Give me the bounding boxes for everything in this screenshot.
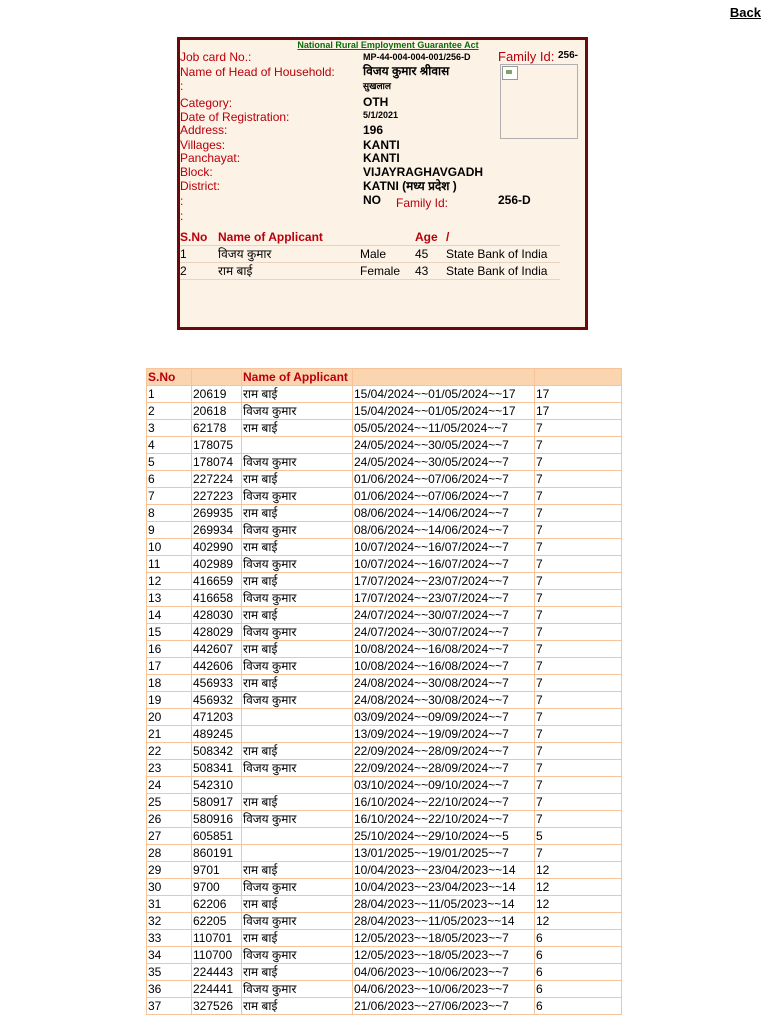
header-blank xyxy=(192,369,242,386)
bpl-label: : xyxy=(180,194,184,208)
cell-demand-id: 456933 xyxy=(192,675,242,692)
cell-applicant-name: राम बाई xyxy=(242,862,353,879)
cell-demand-id: 178075 xyxy=(192,437,242,454)
cell-period: 08/06/2024~~14/06/2024~~7 xyxy=(353,505,535,522)
applicants-header-sno: S.No xyxy=(180,230,208,244)
cell-applicant-name: राम बाई xyxy=(242,896,353,913)
cell-period: 10/08/2024~~16/08/2024~~7 xyxy=(353,641,535,658)
category-label: Category: xyxy=(180,96,233,110)
cell-period: 03/10/2024~~09/10/2024~~7 xyxy=(353,777,535,794)
cell-sno: 3 xyxy=(147,420,192,437)
cell-sno: 10 xyxy=(147,539,192,556)
table-row xyxy=(147,556,622,573)
applicant-sno: 1 xyxy=(180,247,187,261)
cell-demand-id: 402990 xyxy=(192,539,242,556)
cell-days: 6 xyxy=(535,964,622,981)
cell-sno: 26 xyxy=(147,811,192,828)
cell-days: 5 xyxy=(535,828,622,845)
table-row xyxy=(147,692,622,709)
cell-applicant-name: विजय कुमार xyxy=(242,590,353,607)
head-of-household-value: विजय कुमार श्रीवास xyxy=(363,64,450,78)
cell-sno: 33 xyxy=(147,930,192,947)
cell-applicant-name: विजय कुमार xyxy=(242,913,353,930)
cell-applicant-name: विजय कुमार xyxy=(242,488,353,505)
cell-period: 05/05/2024~~11/05/2024~~7 xyxy=(353,420,535,437)
cell-period: 22/09/2024~~28/09/2024~~7 xyxy=(353,743,535,760)
cell-demand-id: 327526 xyxy=(192,998,242,1015)
cell-applicant-name: राम बाई xyxy=(242,471,353,488)
family-id-value: 256- xyxy=(558,50,579,61)
cell-applicant-name: राम बाई xyxy=(242,675,353,692)
cell-period: 04/06/2023~~10/06/2023~~7 xyxy=(353,964,535,981)
registration-date-label: Date of Registration: xyxy=(180,110,290,124)
cell-sno: 12 xyxy=(147,573,192,590)
cell-period: 24/07/2024~~30/07/2024~~7 xyxy=(353,624,535,641)
cell-applicant-name: विजय कुमार xyxy=(242,454,353,471)
cell-demand-id: 110700 xyxy=(192,947,242,964)
address-label: Address: xyxy=(180,123,228,137)
cell-days: 7 xyxy=(535,760,622,777)
cell-demand-id: 110701 xyxy=(192,930,242,947)
applicant-row xyxy=(180,246,558,263)
cell-sno: 25 xyxy=(147,794,192,811)
applicant-age: 43 xyxy=(415,264,429,278)
cell-days: 7 xyxy=(535,658,622,675)
cell-applicant-name: विजय कुमार xyxy=(242,556,353,573)
table-row xyxy=(147,709,622,726)
cell-period: 10/07/2024~~16/07/2024~~7 xyxy=(353,539,535,556)
panchayat-value: KANTI xyxy=(363,151,400,165)
cell-applicant-name xyxy=(242,726,353,743)
cell-period: 12/05/2023~~18/05/2023~~7 xyxy=(353,930,535,947)
cell-demand-id: 20619 xyxy=(192,386,242,403)
cell-days: 7 xyxy=(535,505,622,522)
table-row xyxy=(147,505,622,522)
cell-period: 24/05/2024~~30/05/2024~~7 xyxy=(353,454,535,471)
cell-sno: 9 xyxy=(147,522,192,539)
table-header-row xyxy=(147,369,622,386)
cell-demand-id: 580917 xyxy=(192,794,242,811)
cell-sno: 29 xyxy=(147,862,192,879)
cell-demand-id: 62206 xyxy=(192,896,242,913)
cell-sno: 37 xyxy=(147,998,192,1015)
table-row xyxy=(147,896,622,913)
cell-applicant-name: राम बाई xyxy=(242,794,353,811)
cell-applicant-name: विजय कुमार xyxy=(242,522,353,539)
panchayat-label: Panchayat: xyxy=(180,151,241,165)
cell-sno: 23 xyxy=(147,760,192,777)
bpl-value: NO xyxy=(363,193,381,207)
applicant-gender: Female xyxy=(360,264,401,278)
cell-sno: 30 xyxy=(147,879,192,896)
cell-demand-id: 227223 xyxy=(192,488,242,505)
cell-days: 7 xyxy=(535,539,622,556)
table-row xyxy=(147,607,622,624)
cell-sno: 18 xyxy=(147,675,192,692)
job-card-label: Job card No.: xyxy=(180,50,252,64)
table-row xyxy=(147,879,622,896)
cell-applicant-name xyxy=(242,777,353,794)
cell-days: 6 xyxy=(535,981,622,998)
table-row xyxy=(147,811,622,828)
cell-demand-id: 269935 xyxy=(192,505,242,522)
cell-demand-id: 269934 xyxy=(192,522,242,539)
family-id-inline-label: Family Id: xyxy=(396,196,449,210)
cell-days: 7 xyxy=(535,726,622,743)
cell-days: 7 xyxy=(535,709,622,726)
cell-demand-id: 580916 xyxy=(192,811,242,828)
cell-days: 7 xyxy=(535,624,622,641)
table-row xyxy=(147,658,622,675)
block-label: Block: xyxy=(180,165,213,179)
head-of-household-label: Name of Head of Household: xyxy=(180,65,335,79)
father-name-value: सुखलाल xyxy=(363,81,391,91)
cell-period: 24/05/2024~~30/05/2024~~7 xyxy=(353,437,535,454)
cell-demand-id: 508341 xyxy=(192,760,242,777)
cell-sno: 16 xyxy=(147,641,192,658)
table-row xyxy=(147,437,622,454)
cell-days: 17 xyxy=(535,386,622,403)
villages-label: Villages: xyxy=(180,138,226,152)
cell-demand-id: 442607 xyxy=(192,641,242,658)
cell-days: 7 xyxy=(535,437,622,454)
applicant-name: राम बाई xyxy=(218,264,253,278)
table-row xyxy=(147,794,622,811)
cell-days: 7 xyxy=(535,590,622,607)
cell-demand-id: 416659 xyxy=(192,573,242,590)
cell-demand-id: 402989 xyxy=(192,556,242,573)
table-row xyxy=(147,641,622,658)
cell-days: 12 xyxy=(535,913,622,930)
cell-applicant-name: विजय कुमार xyxy=(242,981,353,998)
cell-period: 24/08/2024~~30/08/2024~~7 xyxy=(353,692,535,709)
table-row xyxy=(147,573,622,590)
table-row xyxy=(147,964,622,981)
cell-applicant-name: राम बाई xyxy=(242,505,353,522)
cell-demand-id: 471203 xyxy=(192,709,242,726)
category-value: OTH xyxy=(363,95,389,109)
cell-demand-id: 442606 xyxy=(192,658,242,675)
cell-applicant-name xyxy=(242,709,353,726)
villages-value: KANTI xyxy=(363,138,400,152)
cell-sno: 4 xyxy=(147,437,192,454)
block-value: VIJAYRAGHAVGADH xyxy=(363,165,484,179)
cell-applicant-name: विजय कुमार xyxy=(242,811,353,828)
cell-sno: 8 xyxy=(147,505,192,522)
cell-period: 01/06/2024~~07/06/2024~~7 xyxy=(353,471,535,488)
cell-period: 10/04/2023~~23/04/2023~~14 xyxy=(353,879,535,896)
applicants-header-row xyxy=(180,229,558,246)
table-row xyxy=(147,522,622,539)
cell-period: 16/10/2024~~22/10/2024~~7 xyxy=(353,811,535,828)
cell-sno: 14 xyxy=(147,607,192,624)
cell-period: 17/07/2024~~23/07/2024~~7 xyxy=(353,573,535,590)
table-row xyxy=(147,590,622,607)
header-blank xyxy=(535,369,622,386)
cell-days: 7 xyxy=(535,420,622,437)
broken-image-icon xyxy=(502,66,518,80)
cell-days: 7 xyxy=(535,607,622,624)
table-row xyxy=(147,828,622,845)
cell-days: 7 xyxy=(535,641,622,658)
cell-period: 28/04/2023~~11/05/2023~~14 xyxy=(353,913,535,930)
cell-demand-id: 860191 xyxy=(192,845,242,862)
family-id-label: Family Id: xyxy=(498,49,555,64)
work-demand-table xyxy=(146,368,622,1015)
table-row xyxy=(147,403,622,420)
cell-sno: 28 xyxy=(147,845,192,862)
table-row xyxy=(147,675,622,692)
cell-sno: 1 xyxy=(147,386,192,403)
cell-applicant-name: विजय कुमार xyxy=(242,947,353,964)
cell-sno: 21 xyxy=(147,726,192,743)
cell-period: 10/07/2024~~16/07/2024~~7 xyxy=(353,556,535,573)
applicants-header-age: Age xyxy=(415,230,438,244)
cell-days: 7 xyxy=(535,675,622,692)
cell-demand-id: 428029 xyxy=(192,624,242,641)
cell-applicant-name: राम बाई xyxy=(242,743,353,760)
cell-demand-id: 62205 xyxy=(192,913,242,930)
cell-days: 6 xyxy=(535,998,622,1015)
cell-applicant-name: राम बाई xyxy=(242,539,353,556)
cell-period: 13/09/2024~~19/09/2024~~7 xyxy=(353,726,535,743)
applicant-bank: State Bank of India xyxy=(446,247,548,261)
cell-applicant-name xyxy=(242,828,353,845)
cell-demand-id: 9700 xyxy=(192,879,242,896)
table-row xyxy=(147,386,622,403)
cell-demand-id: 20618 xyxy=(192,403,242,420)
cell-demand-id: 489245 xyxy=(192,726,242,743)
cell-days: 7 xyxy=(535,794,622,811)
table-row xyxy=(147,454,622,471)
cell-demand-id: 416658 xyxy=(192,590,242,607)
cell-period: 10/04/2023~~23/04/2023~~14 xyxy=(353,862,535,879)
cell-period: 12/05/2023~~18/05/2023~~7 xyxy=(353,947,535,964)
cell-period: 15/04/2024~~01/05/2024~~17 xyxy=(353,386,535,403)
district-value: KATNI (मध्य प्रदेश ) xyxy=(363,179,457,193)
cell-applicant-name xyxy=(242,437,353,454)
cell-days: 7 xyxy=(535,522,622,539)
cell-period: 04/06/2023~~10/06/2023~~7 xyxy=(353,981,535,998)
cell-demand-id: 178074 xyxy=(192,454,242,471)
cell-sno: 35 xyxy=(147,964,192,981)
table-row xyxy=(147,539,622,556)
table-row xyxy=(147,420,622,437)
cell-sno: 34 xyxy=(147,947,192,964)
registration-date-value: 5/1/2021 xyxy=(363,110,399,120)
cell-applicant-name: राम बाई xyxy=(242,573,353,590)
cell-applicant-name: विजय कुमार xyxy=(242,624,353,641)
header-blank xyxy=(353,369,535,386)
cell-period: 22/09/2024~~28/09/2024~~7 xyxy=(353,760,535,777)
table-row xyxy=(147,913,622,930)
cell-sno: 2 xyxy=(147,403,192,420)
cell-days: 7 xyxy=(535,573,622,590)
cell-demand-id: 428030 xyxy=(192,607,242,624)
table-row xyxy=(147,845,622,862)
header-sno: S.No xyxy=(147,369,192,386)
row-divider xyxy=(180,279,560,280)
applicant-sno: 2 xyxy=(180,264,187,278)
cell-days: 7 xyxy=(535,454,622,471)
cell-sno: 17 xyxy=(147,658,192,675)
cell-applicant-name: विजय कुमार xyxy=(242,879,353,896)
back-link[interactable]: Back xyxy=(729,5,761,20)
table-row xyxy=(147,743,622,760)
family-id-inline-value: 256-D xyxy=(498,193,531,207)
table-row xyxy=(147,947,622,964)
cell-days: 12 xyxy=(535,896,622,913)
cell-demand-id: 508342 xyxy=(192,743,242,760)
cell-applicant-name: विजय कुमार xyxy=(242,658,353,675)
applicant-age: 45 xyxy=(415,247,429,261)
cell-period: 17/07/2024~~23/07/2024~~7 xyxy=(353,590,535,607)
table-row xyxy=(147,760,622,777)
cell-applicant-name: राम बाई xyxy=(242,607,353,624)
header-name-of-applicant: Name of Applicant xyxy=(242,369,353,386)
cell-sno: 15 xyxy=(147,624,192,641)
cell-days: 7 xyxy=(535,471,622,488)
cell-period: 01/06/2024~~07/06/2024~~7 xyxy=(353,488,535,505)
cell-demand-id: 227224 xyxy=(192,471,242,488)
cell-days: 7 xyxy=(535,845,622,862)
applicant-gender: Male xyxy=(360,247,387,261)
cell-days: 17 xyxy=(535,403,622,420)
cell-days: 7 xyxy=(535,692,622,709)
cell-days: 6 xyxy=(535,947,622,964)
cell-applicant-name: विजय कुमार xyxy=(242,403,353,420)
cell-sno: 5 xyxy=(147,454,192,471)
cell-period: 21/06/2023~~27/06/2023~~7 xyxy=(353,998,535,1015)
cell-days: 7 xyxy=(535,488,622,505)
cell-sno: 31 xyxy=(147,896,192,913)
cell-sno: 24 xyxy=(147,777,192,794)
cell-applicant-name: विजय कुमार xyxy=(242,692,353,709)
cell-demand-id: 224443 xyxy=(192,964,242,981)
cell-period: 10/08/2024~~16/08/2024~~7 xyxy=(353,658,535,675)
cell-period: 24/08/2024~~30/08/2024~~7 xyxy=(353,675,535,692)
cell-period: 15/04/2024~~01/05/2024~~17 xyxy=(353,403,535,420)
cell-applicant-name: राम बाई xyxy=(242,998,353,1015)
table-row xyxy=(147,862,622,879)
table-row xyxy=(147,726,622,743)
applicants-header-name: Name of Applicant xyxy=(218,230,323,244)
cell-applicant-name: विजय कुमार xyxy=(242,760,353,777)
table-row xyxy=(147,471,622,488)
cell-demand-id: 9701 xyxy=(192,862,242,879)
job-card-panel xyxy=(177,37,588,330)
table-row xyxy=(147,981,622,998)
cell-sno: 11 xyxy=(147,556,192,573)
cell-demand-id: 605851 xyxy=(192,828,242,845)
cell-period: 08/06/2024~~14/06/2024~~7 xyxy=(353,522,535,539)
cell-period: 13/01/2025~~19/01/2025~~7 xyxy=(353,845,535,862)
extra-field-label: : xyxy=(180,209,184,223)
cell-days: 7 xyxy=(535,556,622,573)
table-row xyxy=(147,777,622,794)
cell-sno: 13 xyxy=(147,590,192,607)
cell-days: 7 xyxy=(535,777,622,794)
table-row xyxy=(147,624,622,641)
cell-sno: 6 xyxy=(147,471,192,488)
cell-sno: 20 xyxy=(147,709,192,726)
cell-days: 7 xyxy=(535,743,622,760)
cell-days: 12 xyxy=(535,879,622,896)
cell-demand-id: 456932 xyxy=(192,692,242,709)
cell-days: 12 xyxy=(535,862,622,879)
applicant-row xyxy=(180,263,558,280)
applicant-bank: State Bank of India xyxy=(446,264,548,278)
cell-period: 24/07/2024~~30/07/2024~~7 xyxy=(353,607,535,624)
cell-sno: 19 xyxy=(147,692,192,709)
address-value: 196 xyxy=(363,123,384,137)
act-title: National Rural Employment Guarantee Act xyxy=(297,40,479,50)
cell-applicant-name xyxy=(242,845,353,862)
cell-sno: 36 xyxy=(147,981,192,998)
cell-applicant-name: राम बाई xyxy=(242,420,353,437)
cell-sno: 32 xyxy=(147,913,192,930)
cell-applicant-name: राम बाई xyxy=(242,641,353,658)
table-row xyxy=(147,488,622,505)
job-card-value: MP-44-004-004-001/256-D xyxy=(363,52,471,62)
cell-period: 16/10/2024~~22/10/2024~~7 xyxy=(353,794,535,811)
cell-period: 25/10/2024~~29/10/2024~~5 xyxy=(353,828,535,845)
cell-days: 6 xyxy=(535,930,622,947)
table-row xyxy=(147,930,622,947)
father-name-label: : xyxy=(180,79,184,93)
cell-applicant-name: राम बाई xyxy=(242,930,353,947)
work-demand-rows xyxy=(147,386,622,1015)
applicant-name: विजय कुमार xyxy=(218,247,272,261)
cell-demand-id: 224441 xyxy=(192,981,242,998)
cell-applicant-name: राम बाई xyxy=(242,386,353,403)
cell-sno: 7 xyxy=(147,488,192,505)
cell-demand-id: 62178 xyxy=(192,420,242,437)
cell-days: 7 xyxy=(535,811,622,828)
applicant-photo xyxy=(500,64,578,139)
cell-period: 03/09/2024~~09/09/2024~~7 xyxy=(353,709,535,726)
cell-sno: 27 xyxy=(147,828,192,845)
table-row xyxy=(147,998,622,1015)
cell-period: 28/04/2023~~11/05/2023~~14 xyxy=(353,896,535,913)
district-label: District: xyxy=(180,179,220,193)
cell-demand-id: 542310 xyxy=(192,777,242,794)
cell-sno: 22 xyxy=(147,743,192,760)
cell-applicant-name: राम बाई xyxy=(242,964,353,981)
applicants-header-slash: / xyxy=(446,230,450,244)
